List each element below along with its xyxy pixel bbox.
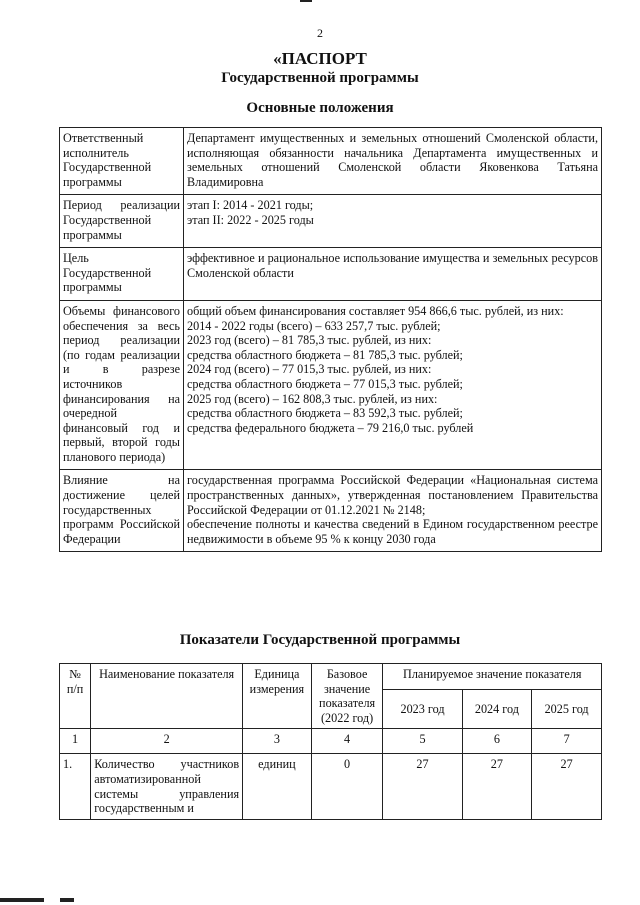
indicators-colnum-row [60, 729, 602, 754]
passport-value-line: средства областного бюджета – 77 015,3 тыс. рублей; [187, 376, 463, 391]
passport-value [184, 470, 602, 552]
passport-value-line: эффективное и рациональное использование имущества и земельных ресурсов Смоленской области [187, 251, 598, 280]
page-number: 2 [317, 26, 323, 40]
passport-label: Период реализации Государственной программы [60, 195, 184, 248]
header-base-value: Базовое значение показателя (2022 год) [311, 664, 383, 729]
passport-row [60, 248, 602, 301]
header-year-2024: 2024 год [462, 690, 532, 729]
passport-label: Цель Государственной программы [60, 248, 184, 301]
row-unit: единиц [243, 754, 312, 819]
passport-row [60, 300, 602, 470]
passport-value-line: средства федерального бюджета – 79 216,0 тыс. рублей [187, 420, 474, 435]
passport-value-line: средства областного бюджета – 81 785,3 тыс. рублей; [187, 347, 463, 362]
passport-value-line: 2024 год (всего) – 77 015,3 тыс. рублей, из них: [187, 362, 432, 377]
passport-table [59, 127, 602, 552]
passport-row [60, 470, 602, 552]
row-base-value: 0 [311, 754, 383, 819]
header-unit: Единица измерения [243, 664, 312, 729]
header-year-2023: 2023 год [383, 690, 462, 729]
section-title-indicators: Показатели Государственной программы [179, 632, 461, 648]
passport-value-line: Департамент имущественных и земельных отношений Смоленской области, исполняющая обязанности начальника Департамента имущественных и земельных отношений Смоленской области Яковенкова Татьяна Владимировна [187, 131, 598, 189]
row-num: 1. [60, 754, 91, 819]
colnum-cell: 6 [462, 729, 532, 754]
passport-value [184, 248, 602, 301]
passport-label: Объемы финансового обеспечения за весь период реализации (по годам реализации и в разрезе источников финансирования на очередной финансовый год и первый, второй годы планового периода) [60, 300, 184, 470]
passport-label: Влияние на достижение целей государственных программ Российской Федерации [60, 470, 184, 552]
passport-value-line: общий объем финансирования составляет 954 866,6 тыс. рублей, из них: [187, 303, 564, 318]
colnum-cell: 4 [311, 729, 383, 754]
row-value-2023: 27 [383, 754, 462, 819]
colnum-cell: 7 [532, 729, 602, 754]
header-planned-value: Планируемое значение показателя [383, 664, 602, 690]
passport-value-line: обеспечение полноты и качества сведений в Едином государственном реестре недвижимости в объеме 95 % к концу 2030 года [187, 517, 598, 546]
header-year-2025: 2025 год [532, 690, 602, 729]
passport-row [60, 195, 602, 248]
colnum-cell: 3 [243, 729, 312, 754]
colnum-cell: 5 [383, 729, 462, 754]
passport-value-line: 2023 год (всего) – 81 785,3 тыс. рублей, из них: [187, 333, 432, 348]
passport-row [60, 128, 602, 195]
passport-value-line: государственная программа Российской Федерации «Национальная система пространственных данных», утвержденная постановлением Правительства Российской Федерации от 01.12.2021 № 2148; [187, 473, 598, 517]
row-value-2025: 27 [532, 754, 602, 819]
row-indicator-name: Количество участников автоматизированной системы управления государственным и [91, 754, 243, 819]
document-title: «ПАСПОРТ [273, 49, 367, 68]
section-title-main-provisions: Основные положения [246, 100, 394, 116]
passport-value-line: 2025 год (всего) – 162 808,3 тыс. рублей, из них: [187, 391, 438, 406]
passport-value-line: этап II: 2022 - 2025 годы [187, 212, 314, 227]
indicators-table [59, 663, 602, 820]
passport-value-line: 2014 - 2022 годы (всего) – 633 257,7 тыс. рублей; [187, 318, 441, 333]
header-num: № п/п [60, 664, 91, 729]
scan-mark [60, 898, 74, 902]
document-subtitle: Государственной программы [221, 70, 419, 86]
table-row [60, 754, 602, 819]
row-value-2024: 27 [462, 754, 532, 819]
colnum-cell: 1 [60, 729, 91, 754]
passport-value [184, 195, 602, 248]
passport-value-line: средства областного бюджета – 83 592,3 тыс. рублей; [187, 406, 463, 421]
scan-mark [0, 898, 44, 902]
indicators-header-row [60, 664, 602, 690]
colnum-cell: 2 [91, 729, 243, 754]
passport-value-line: этап I: 2014 - 2021 годы; [187, 198, 314, 213]
scan-mark [300, 0, 312, 2]
header-name: Наименование показателя [91, 664, 243, 729]
passport-value [184, 300, 602, 470]
passport-label: Ответственный исполнитель Государственной программы [60, 128, 184, 195]
passport-value [184, 128, 602, 195]
